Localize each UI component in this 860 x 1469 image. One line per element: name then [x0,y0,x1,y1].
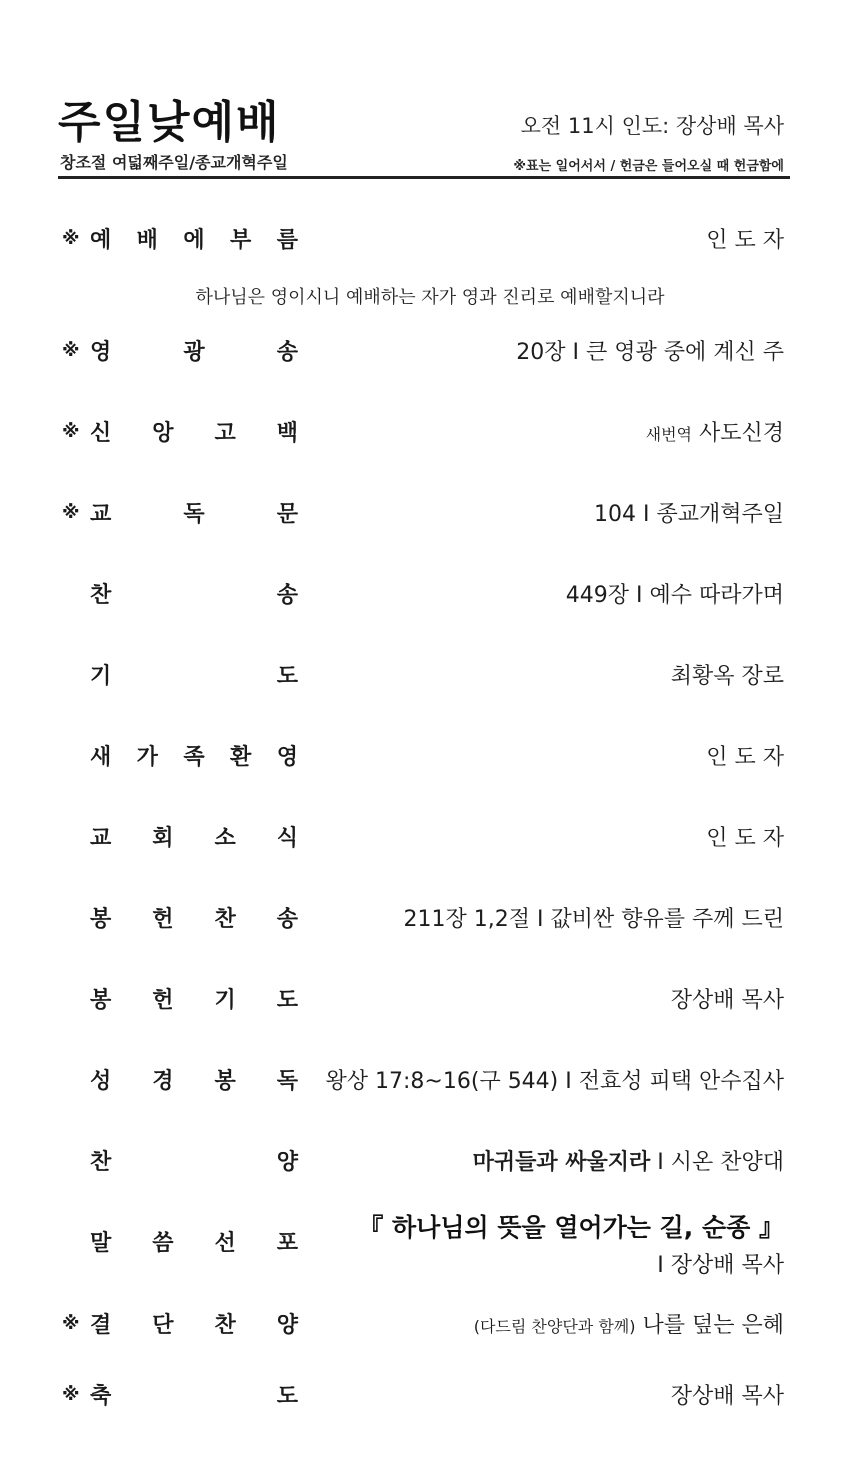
label-char: 송 [276,340,298,365]
label-char: 헌 [152,988,174,1013]
label-char: 도 [276,1384,298,1409]
label-char: 선 [214,1231,236,1256]
order-detail: 장상배 목사 [670,988,784,1013]
order-label [90,492,298,538]
label-char: 도 [276,988,298,1013]
order-row-offering-prayer [58,978,784,1024]
label-char: 양 [276,1150,298,1175]
sermon-title: 『 하나님의 뜻을 열어가는 길, 순종 』 [358,1213,784,1242]
anthem-performer: I 시온 찬양대 [650,1150,784,1175]
order-detail: 인 도 자 [706,826,784,851]
performer-note: (다드림 찬양단과 함께) [473,1317,636,1336]
label-char: 도 [276,664,298,689]
order-detail [646,411,784,457]
order-row-choir-anthem [58,1140,784,1186]
header-divider [58,176,790,179]
label-char: 송 [276,583,298,608]
order-row-scripture-reading [58,1059,784,1105]
label-char: 포 [276,1231,298,1256]
label-char: 족 [183,745,205,770]
standing-mark: ※ [62,1313,80,1334]
standing-note: ※표는 일어서서 / 헌금은 들어오실 때 헌금함에 [513,159,784,174]
order-label [90,218,298,264]
order-detail: 왕상 17:8~16(구 544) I 전효성 피택 안수집사 [325,1069,784,1094]
order-row-newcomer-welcome [58,735,784,781]
order-row-gloria [58,330,784,376]
label-char: 독 [183,502,205,527]
standing-mark: ※ [62,421,80,442]
label-char: 교 [90,826,112,851]
song-title: 나를 덮는 은혜 [642,1313,784,1338]
label-char: 독 [276,1069,298,1094]
scripture-verse: 하나님은 영이시니 예배하는 자가 영과 진리로 예배할지니라 [195,287,665,308]
creed-name: 사도신경 [698,421,784,446]
label-char: 백 [276,421,298,446]
standing-mark: ※ [62,502,80,523]
label-char: 문 [276,502,298,527]
order-row-church-news [58,816,784,862]
label-char: 름 [276,228,298,253]
label-char: 부 [230,228,252,253]
label-char: 봉 [90,988,112,1013]
label-char: 경 [152,1069,174,1094]
label-char: 영 [276,745,298,770]
label-char: 새 [90,745,112,770]
sermon-preacher: I 장상배 목사 [657,1253,784,1278]
order-label [90,816,298,862]
label-char: 헌 [152,907,174,932]
label-char: 결 [90,1313,112,1338]
label-char: 찬 [90,583,112,608]
order-detail: 104 I 종교개혁주일 [594,502,784,527]
label-char: 고 [214,421,236,446]
order-row-benediction [58,1374,784,1420]
page-title: 주일낮예배 [58,97,281,148]
order-label [90,1140,298,1186]
order-detail: 449장 I 예수 따라가며 [565,583,784,608]
label-char: 환 [230,745,252,770]
order-row-responsive-reading [58,492,784,538]
order-label [90,897,298,943]
label-char: 축 [90,1384,112,1409]
standing-mark: ※ [62,340,80,361]
label-char: 찬 [214,907,236,932]
label-char: 에 [183,228,205,253]
order-row-prayer [58,654,784,700]
label-char: 양 [276,1313,298,1338]
order-detail [474,1303,784,1349]
label-char: 찬 [214,1313,236,1338]
order-detail: 최황옥 장로 [670,664,784,689]
translation-note: 새번역 [645,425,692,444]
order-label [90,978,298,1024]
order-row-commitment-song [58,1303,784,1349]
service-info: 오전 11시 인도: 장상배 목사 [520,114,784,138]
order-label [90,654,298,700]
order-label [90,1374,298,1420]
label-char: 회 [152,826,174,851]
standing-mark: ※ [62,1384,80,1405]
order-label [90,573,298,619]
label-char: 기 [214,988,236,1013]
order-label [90,1303,298,1349]
label-char: 기 [90,664,112,689]
order-row-offering-hymn [58,897,784,943]
label-char: 영 [90,340,112,365]
order-detail: 인 도 자 [706,745,784,770]
label-char: 식 [276,826,298,851]
label-char: 단 [152,1313,174,1338]
label-char: 찬 [90,1150,112,1175]
label-char: 봉 [214,1069,236,1094]
label-char: 씀 [152,1231,174,1256]
label-char: 봉 [90,907,112,932]
order-row-creed [58,411,784,457]
order-detail: 인 도 자 [706,228,784,253]
label-char: 신 [90,421,112,446]
label-char: 소 [214,826,236,851]
label-char: 가 [136,745,158,770]
anthem-title: 마귀들과 싸울지라 [472,1150,651,1175]
order-detail: 20장 I 큰 영광 중에 계신 주 [516,340,784,365]
label-char: 배 [136,228,158,253]
label-char: 말 [90,1231,112,1256]
order-label [90,735,298,781]
order-label [90,411,298,457]
subtitle: 창조절 여덟째주일/종교개혁주일 [60,153,288,172]
order-detail: 장상배 목사 [670,1384,784,1409]
label-char: 앙 [152,421,174,446]
label-char: 예 [90,228,112,253]
order-label [90,1059,298,1105]
order-row-call-to-worship [58,218,784,264]
order-detail: 211장 1,2절 I 값비싼 향유를 주께 드린 [403,907,784,932]
standing-mark: ※ [62,228,80,249]
order-detail [473,1140,784,1186]
label-char: 성 [90,1069,112,1094]
label-char: 광 [183,340,205,365]
order-row-hymn [58,573,784,619]
order-label [90,330,298,376]
label-char: 송 [276,907,298,932]
label-char: 교 [90,502,112,527]
order-label [90,1221,298,1267]
